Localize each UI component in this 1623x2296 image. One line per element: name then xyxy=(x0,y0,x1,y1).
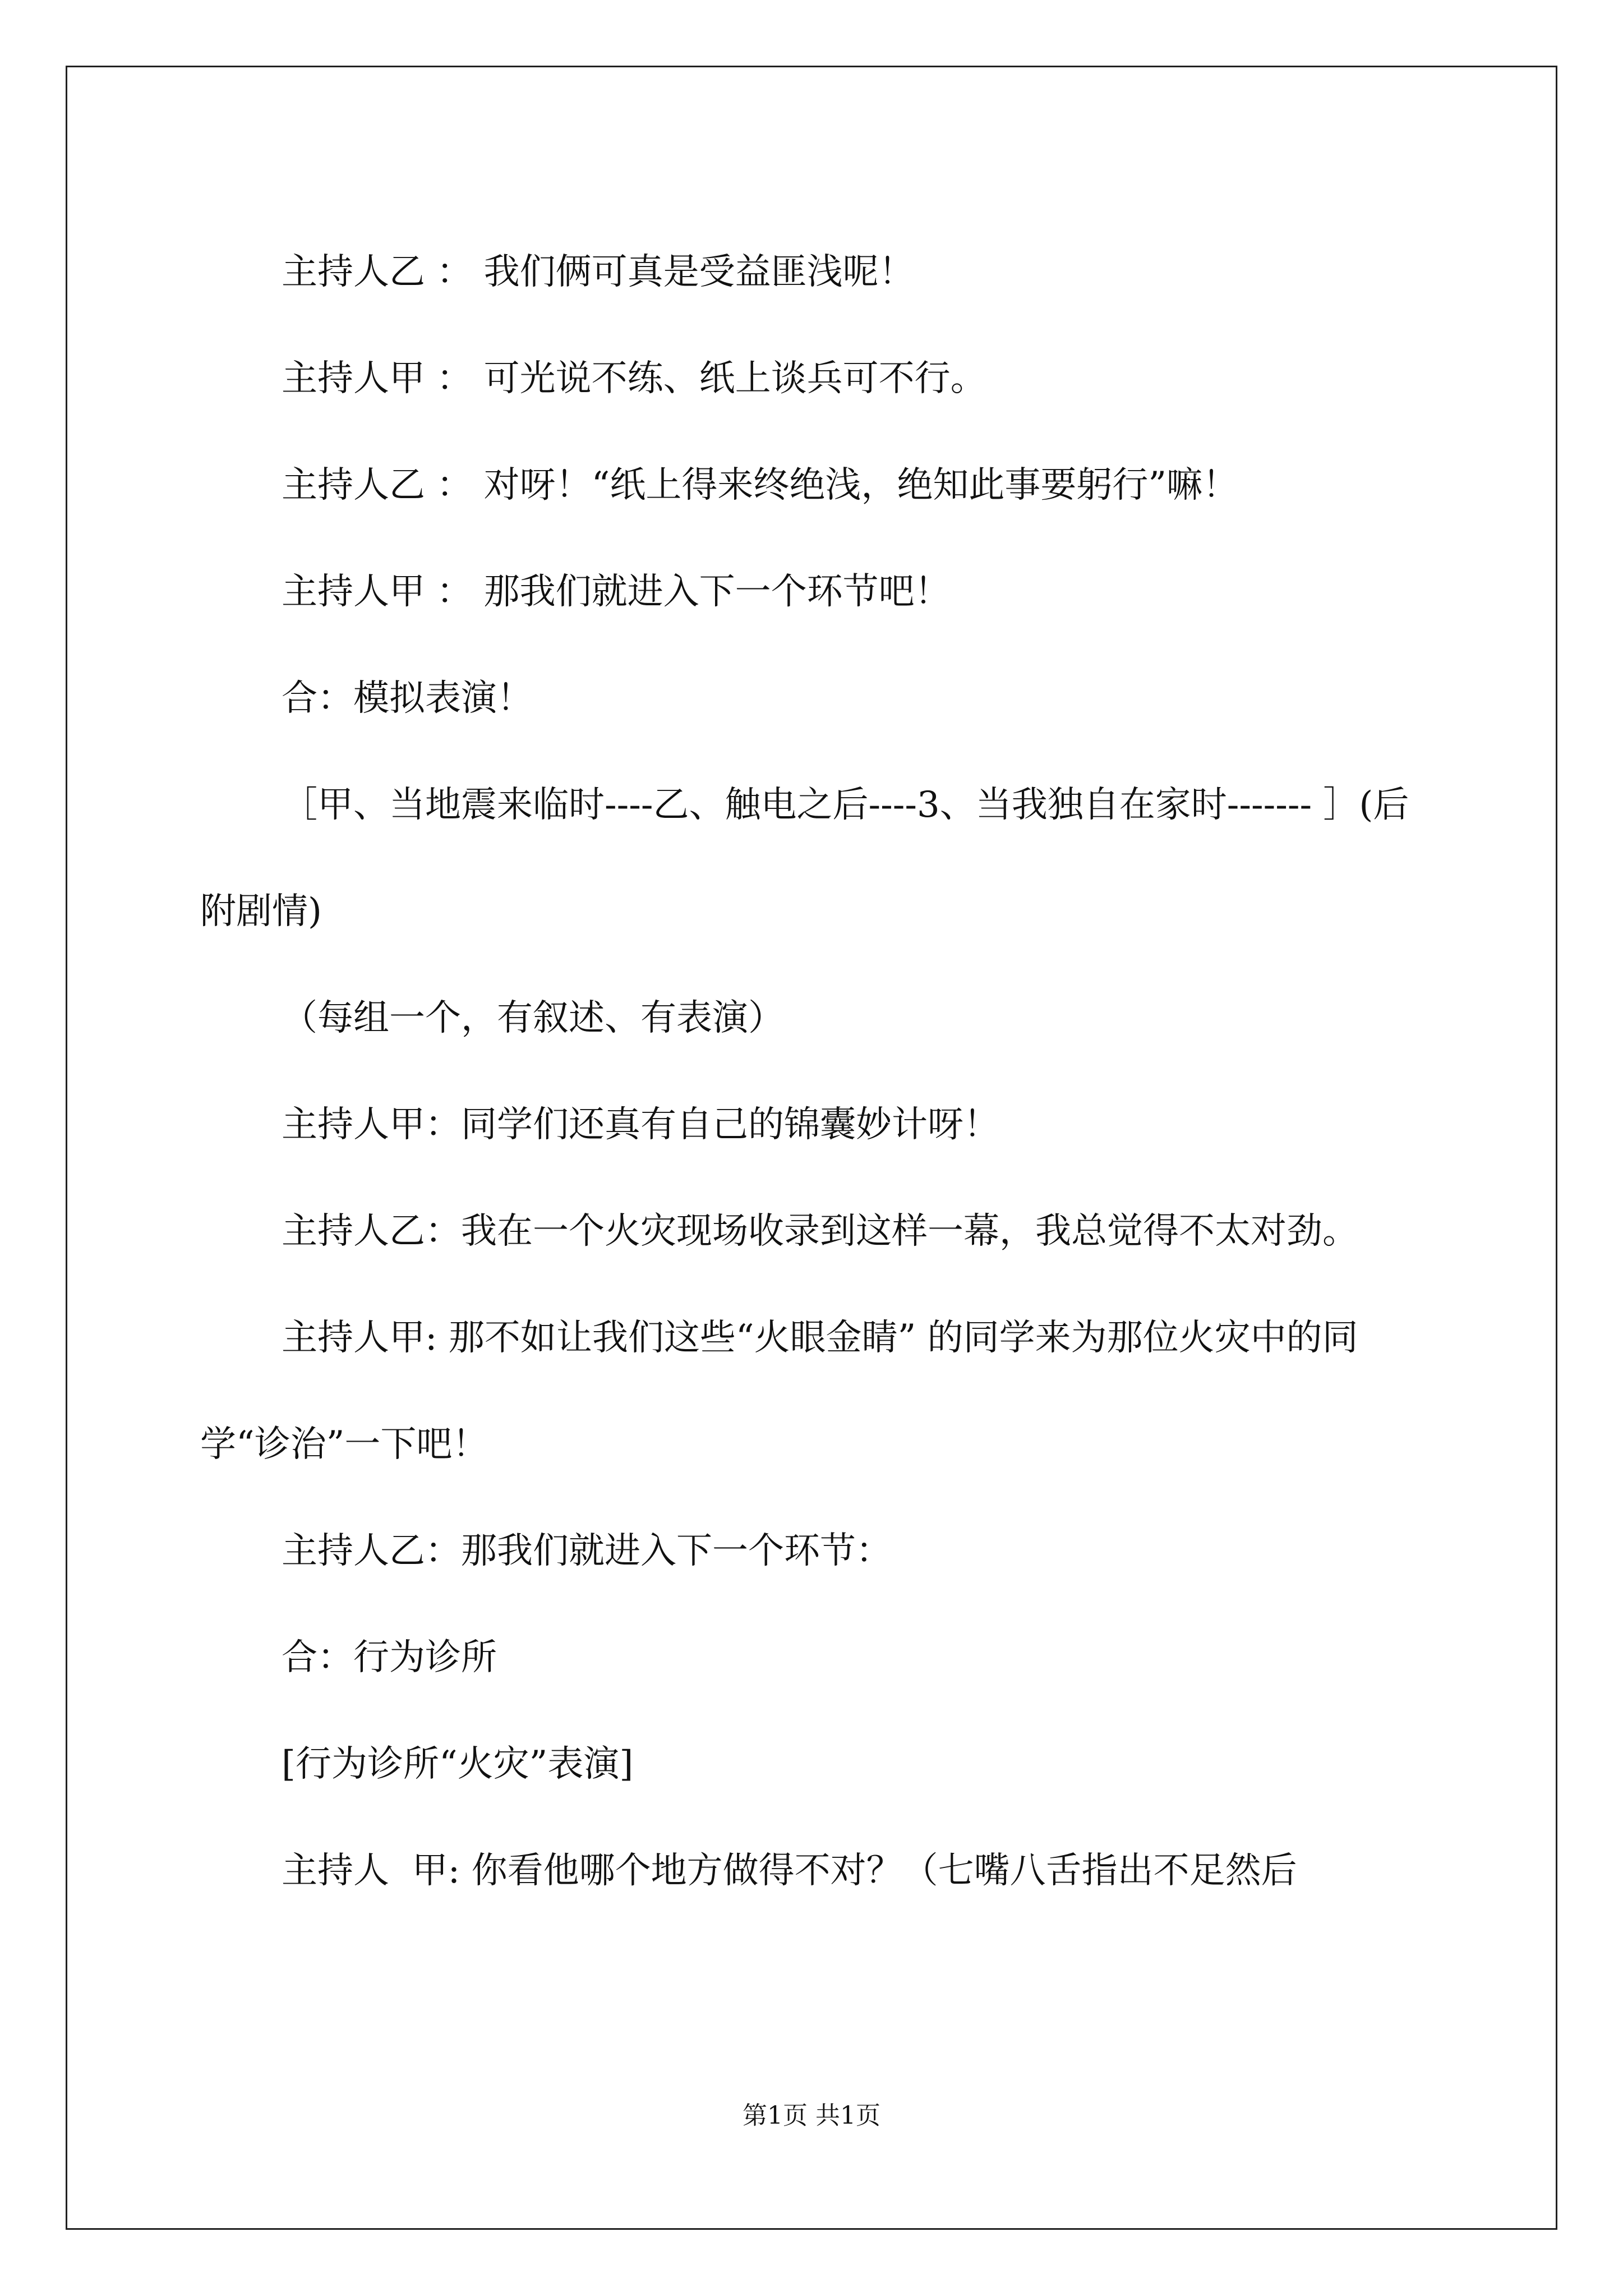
paragraph: 主持人乙：那我们就进入下一个环节： xyxy=(282,1530,892,1572)
paragraph: 合：模拟表演！ xyxy=(282,678,533,719)
paragraph: 主持人甲: 那不如让我们这些“火眼金睛” 的同学来为那位火灾中的同学“诊治”一下吧！ xyxy=(200,1317,1358,1465)
page-number-footer: 第1页 共1页 xyxy=(743,2101,880,2130)
paragraph: 主持人甲：同学们还真有自己的锦囊妙计呀！ xyxy=(282,1104,999,1145)
document-body xyxy=(200,219,1428,1924)
paragraph: 主持人乙 ： 对呀！“纸上得来终绝浅，绝知此事要躬行”嘛！ xyxy=(282,464,1239,506)
paragraph: 主持人甲 ： 可光说不练、纸上谈兵可不行。 xyxy=(282,358,986,399)
paragraph: （每组一个，有叙述、有表演） xyxy=(282,997,784,1039)
paragraph: 主持人乙：我在一个火灾现场收录到这样一幕，我总觉得不太对劲。 xyxy=(282,1211,1358,1252)
paragraph: 主持人甲 ： 那我们就进入下一个环节吧！ xyxy=(282,571,951,613)
paragraph: 主持人乙 ： 我们俩可真是受益匪浅呢！ xyxy=(282,251,915,293)
paragraph: ［甲、当地震来临时----乙、触电之后----3、当我独自在家时------- ］(后附剧情) xyxy=(200,784,1409,932)
paragraph: 合：行为诊所 xyxy=(282,1637,497,1678)
paragraph: [行为诊所“火灾”表演] xyxy=(282,1743,634,1785)
paragraph: 主持人 甲: 你看他哪个地方做得不对？（七嘴八舌指出不足然后 xyxy=(282,1850,1297,1892)
